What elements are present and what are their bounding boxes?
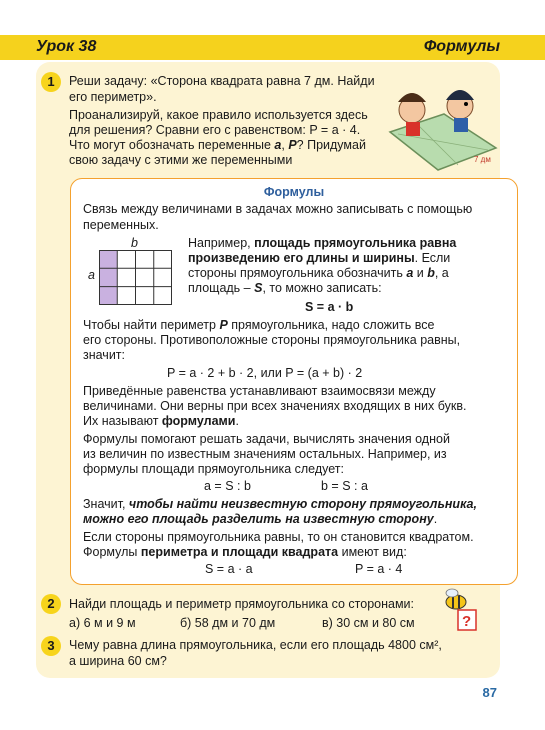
- bee-question-icon: [440, 588, 480, 632]
- task-2-number: 2: [41, 594, 61, 614]
- task-1-line-1: Реши задачу: «Сторона квадрата равна 7 дм. Найди: [69, 74, 375, 88]
- example-line-2: произведению его длины и ширины. Если: [188, 251, 451, 265]
- formula-side-a: a = S : b: [204, 479, 251, 493]
- lesson-number: Урок 38: [36, 38, 97, 55]
- page-number: 87: [482, 685, 497, 700]
- task-2-option-c: в) 30 см и 80 см: [322, 616, 415, 630]
- task-3-line-1: Чему равна длина прямоугольника, если его площадь 4800 см²,: [69, 638, 442, 652]
- grid-label-b: b: [131, 236, 138, 250]
- task-3-number: 3: [41, 636, 61, 656]
- rule-p3-line-2: величинами. Они верны при всех значениях входящих в них букв.: [83, 399, 467, 413]
- task-1-line-2: его периметр».: [69, 90, 157, 104]
- rule-p6-line-1: Если стороны прямоугольника равны, то он становится квадратом.: [83, 530, 474, 544]
- rule-p1-line-1: Связь между величинами в задачах можно записывать с помощью: [83, 202, 473, 216]
- formula-side-b: b = S : a: [321, 479, 368, 493]
- task-1-line-5: Что могут обозначать переменные a, P? Придумай: [69, 138, 366, 152]
- pirates-map-illustration: [378, 70, 500, 175]
- task-2-option-a: а) 6 м и 9 м: [69, 616, 136, 630]
- rule-p3-line-3: Их называют формулами.: [83, 414, 239, 428]
- rule-p1-line-2: переменных.: [83, 218, 159, 232]
- formula-square-area: S = a · a: [205, 562, 253, 576]
- rule-p5-line-1: Значит, чтобы найти неизвестную сторону прямоугольника,: [83, 497, 477, 511]
- rule-box-title: Формулы: [263, 185, 325, 199]
- task-1-line-6: свою задачу с этими же переменными: [69, 153, 293, 167]
- lesson-header: [0, 35, 545, 60]
- task-3-line-2: а ширина 60 см?: [69, 654, 167, 668]
- rule-p4-line-2: из величин по известным значениям остальных. Например, из: [83, 447, 447, 461]
- example-line-1: Например, площадь прямоугольника равна: [188, 236, 457, 250]
- task-2-option-b: б) 58 дм и 70 дм: [180, 616, 276, 630]
- formula-area: S = a · b: [305, 300, 354, 314]
- rule-p4-line-3: формулы площади прямоугольника следует:: [83, 462, 344, 476]
- rule-p3-line-1: Приведённые равенства устанавливают взаимосвязи между: [83, 384, 436, 398]
- task-1-line-3: Проанализируй, какое правило используется здесь: [69, 108, 368, 122]
- rule-p5-line-2: можно его площадь разделить на известную сторону.: [83, 512, 438, 526]
- example-line-4: площадь – S, то можно записать:: [188, 281, 382, 295]
- rule-p2-line-2: его стороны. Противоположные стороны прямоугольника равны,: [83, 333, 461, 347]
- example-line-3: стороны прямоугольника обозначить a и b, а: [188, 266, 449, 280]
- task-1-line-4: для решения? Сравни его с равенством: P = a · 4.: [69, 123, 361, 137]
- svg-text:7 дм: 7 дм: [474, 155, 491, 164]
- rule-p4-line-1: Формулы помогают решать задачи, вычислять значения одной: [83, 432, 450, 446]
- svg-text:?: ?: [462, 613, 472, 630]
- rectangle-grid-diagram: [99, 250, 172, 305]
- task-1-number: 1: [41, 72, 61, 92]
- rule-p2-line-1: Чтобы найти периметр P прямоугольника, надо сложить все: [83, 318, 435, 332]
- lesson-topic: Формулы: [423, 38, 500, 55]
- rule-p2-line-3: значит:: [83, 348, 126, 362]
- task-2-text: Найди площадь и периметр прямоугольника со сторонами:: [69, 597, 415, 611]
- formula-square-perimeter: P = a · 4: [355, 562, 403, 576]
- grid-label-a: a: [88, 268, 95, 282]
- formula-perimeter: P = a · 2 + b · 2, или P = (a + b) · 2: [167, 366, 363, 380]
- rule-p6-line-2: Формулы периметра и площади квадрата имеют вид:: [83, 545, 407, 559]
